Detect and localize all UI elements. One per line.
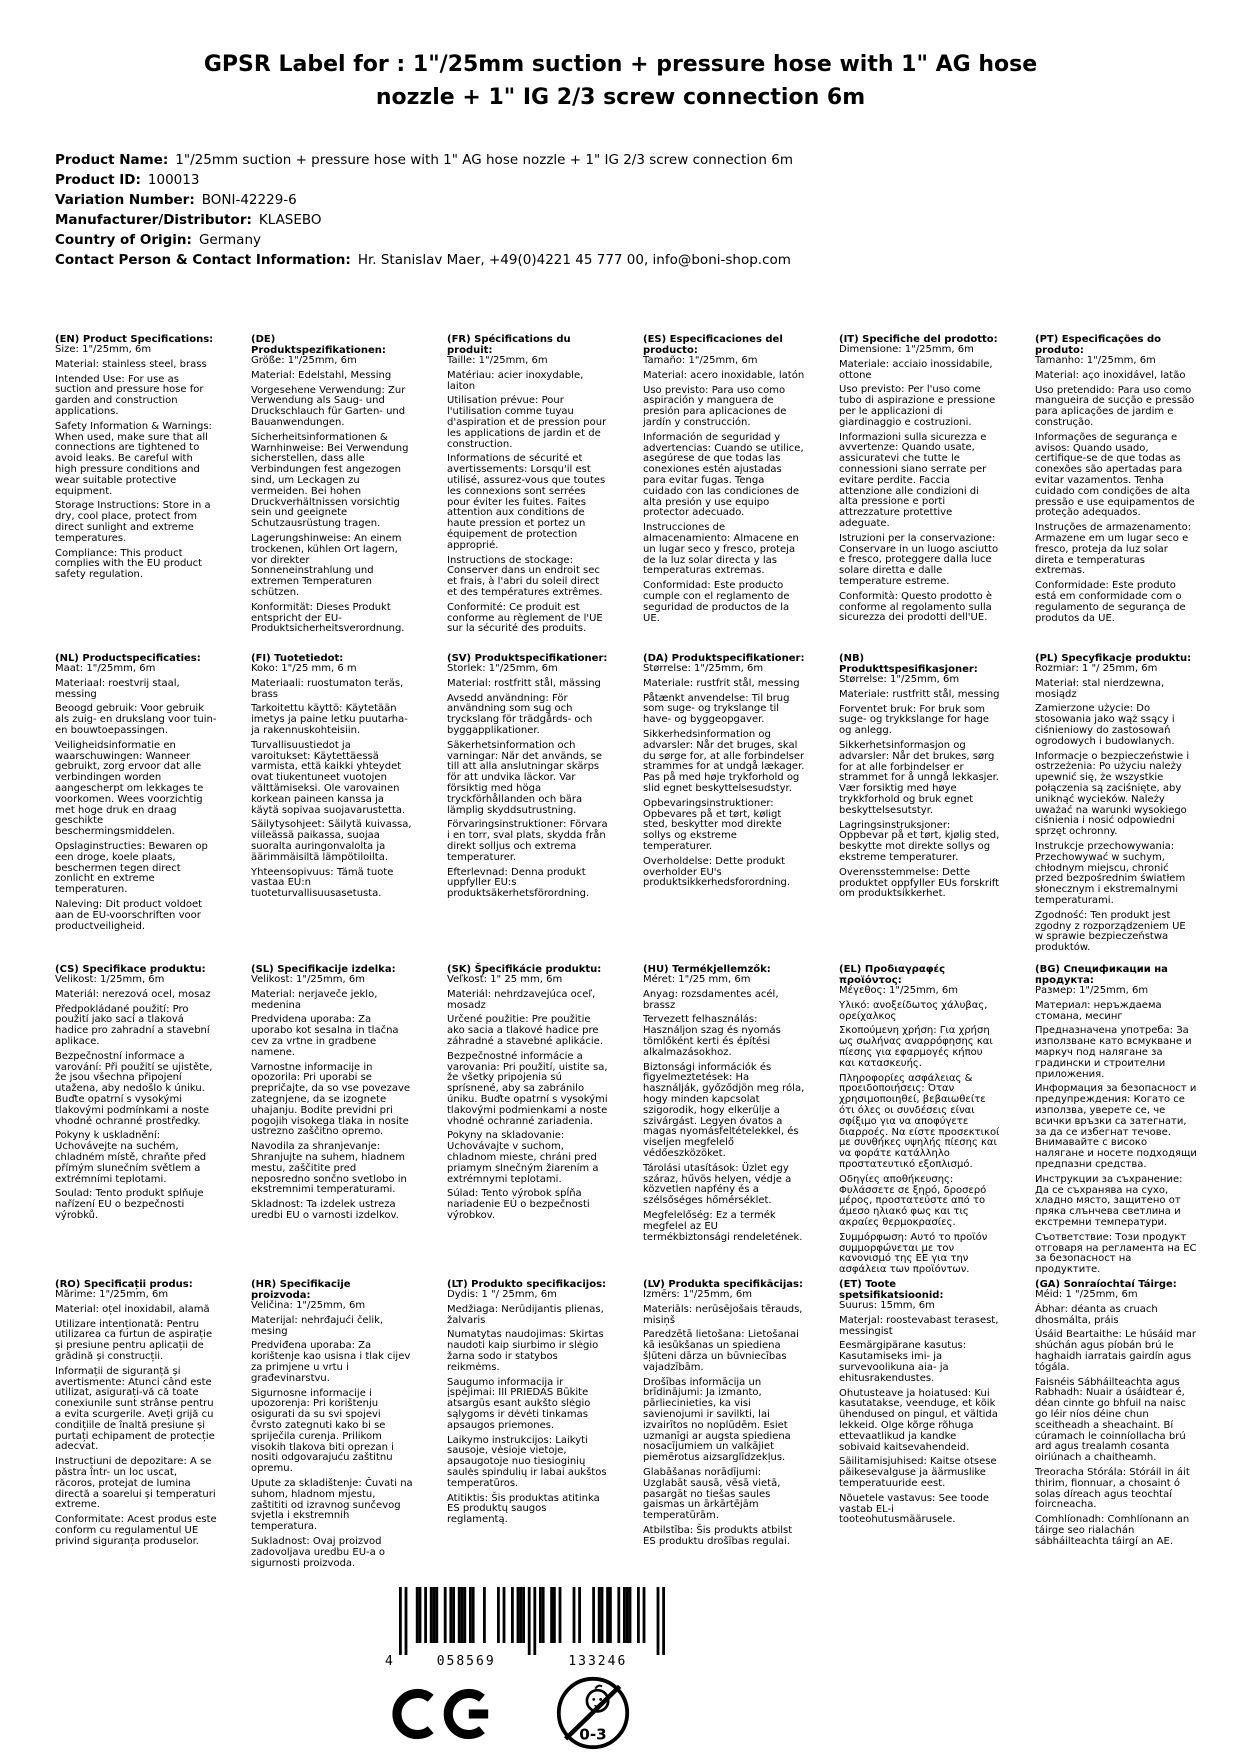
spec-paragraph: Instruções de armazenamento: Armazene em um lugar seco e fresco, proteja da luz solar direta e temperaturas extremas. — [1035, 522, 1192, 577]
language-block-title: (HU) Termékjellemzők: — [643, 964, 771, 975]
product-meta — [55, 150, 1241, 270]
meta-label: Country of Origin: — [55, 232, 192, 248]
language-block-paragraphs — [447, 356, 609, 635]
spec-paragraph: Informações de segurança e avisos: Quando usado, certifique-se de que todas as conexões são apertadas para evitar vazamentos. Tenha cuidado com condições de alta pressão e use equipamentos de proteção adequados. — [1035, 431, 1195, 519]
language-block-paragraphs — [1035, 664, 1197, 954]
spec-paragraph: Safety Information & Warnings: When used, make sure that all connections are tightened to avoid leaks. Be careful with high pressure conditions and wear suitable protective equipment. — [55, 420, 212, 497]
spec-paragraph: Größe: 1"/25mm, 6m — [251, 355, 357, 366]
spec-paragraph: Varnostne informacije in opozorila: Pri uporabi se prepričajte, da so vse povezave zategnjene, da se izognete uhajanju. Bodite previdni pri pogojih visokega tlaka in nosite ustrezno zaščitno opremo. — [251, 1061, 411, 1138]
spec-paragraph: Materijal: nehrđajući čelik, mesing — [251, 1314, 384, 1337]
spec-paragraph: Lagringsinstruksjoner: Oppbevar på et tørt, kjølig sted, beskytte mot direkte sollys og ekstreme temperaturer. — [839, 819, 1000, 863]
language-block — [251, 1279, 413, 1573]
language-block-paragraphs — [55, 345, 217, 581]
spec-paragraph: Størrelse: 1"/25mm, 6m — [839, 674, 960, 685]
spec-paragraph: Materiale: rustfritt stål, messing — [839, 688, 1000, 700]
spec-paragraph: Materiaali: ruostumaton teräs, brass — [251, 677, 404, 700]
spec-paragraph: Material: aço inoxidável, latão — [1035, 369, 1186, 381]
language-block — [1035, 964, 1197, 1279]
meta-value: Hr. Stanislav Maer, +49(0)4221 45 777 00, info@boni-shop.com — [357, 252, 791, 268]
spec-paragraph: Velikost: 1"/25mm, 6m — [251, 974, 366, 985]
spec-paragraph: Mărime: 1"/25mm, 6m — [55, 1289, 169, 1300]
spec-paragraph: Material: nerjaveče jeklo, medenina — [251, 988, 378, 1011]
meta-value: 1"/25mm suction + pressure hose with 1" AG hose nozzle + 1" IG 2/3 screw connection 6m — [175, 152, 793, 168]
spec-paragraph: Instrucciones de almacenamiento: Almacene en un lugar seco y fresco, proteja de la luz solar directa y las temperaturas extremas. — [643, 522, 799, 577]
language-block — [839, 334, 1001, 653]
spec-paragraph: Conformidad: Este producto cumple con el reglamento de seguridad de productos de la UE. — [643, 580, 790, 624]
spec-paragraph: Utilisation prévue: Pour l'utilisation comme tuyau d'aspiration et de pression pour les applications de jardin et de construction. — [447, 395, 607, 450]
language-block-paragraphs — [643, 356, 805, 624]
spec-paragraph: Οδηγίες αποθήκευσης: Φυλάσσετε σε ξηρό, δροσερό μέρος, προστατεύστε από το άμεσο ηλιακό φως και τις ακραίες θερμοκρασίες. — [839, 1173, 987, 1228]
meta-line — [55, 190, 1241, 210]
spec-paragraph: Sikkerhetsinformasjon og advarsler: Når det brukes, sørg for at alle forbindelser er strammet for å unngå lekkasjer. Vær forsiktig med høye trykkforhold og bruk egnet beskyttelsesutstyr. — [839, 739, 999, 816]
spec-paragraph: Material: rostfritt stål, mässing — [447, 677, 601, 689]
spec-paragraph: Bezpečnostné informácie a varovania: Pri použití, uistite sa, že všetky pripojenia sú sprísnené, aby sa zabránilo úniku. Buďte opatrní s vysokými tlakovými podmienkami a noste vhodné ochranné zariadenia. — [447, 1050, 608, 1127]
spec-paragraph: Πληροφορίες ασφάλειας & προειδοποιήσεις: Όταν χρησιμοποιηθεί, βεβαιωθείτε ότι όλες οι συνδέσεις είναι σφίξιμο για να αποφύγετε διαρροές. Να είστε προσεκτικοί με συνθήκες υψηλής πίεσης και να φοράτε κατάλληλο προστατευτικό εξοπλισμό. — [839, 1072, 1000, 1170]
language-block-paragraphs — [643, 664, 805, 889]
svg-text:133246: 133246 — [568, 1654, 628, 1668]
language-specs-grid — [55, 334, 1241, 1573]
spec-paragraph: Säilitamisjuhised: Kaitse otsese päikesevalguse ja äärmuslike temperatuuride eest. — [839, 1456, 997, 1489]
spec-paragraph: Zamierzone użycie: Do stosowania jako wąż ssący i ciśnieniowy do zastosowań ogrodowych i budowlanych. — [1035, 703, 1175, 747]
spec-paragraph: Uso previsto: Per l'uso come tubo di aspirazione e pressione per le applicazioni di giardinaggio e costruzioni. — [839, 384, 996, 428]
spec-paragraph: Atbilstība: Šis produkts atbilst ES produktu drošības regulai. — [643, 1524, 793, 1547]
spec-paragraph: Materiaal: roestvrij staal, messing — [55, 677, 180, 700]
spec-paragraph: Conformidade: Este produto está em conformidade com o regulamento de segurança de produtos da UE. — [1035, 580, 1186, 624]
language-block-paragraphs — [839, 345, 1001, 624]
spec-paragraph: Predviđena uporaba: Za korištenje kao usisna i tlak cijev za primjene u vrtu i građevinarstvu. — [251, 1340, 411, 1384]
spec-paragraph: Uso previsto: Para uso como aspiración y manguera de presión para aplicaciones de jardín y construcción. — [643, 384, 787, 428]
language-block-title: (SL) Specifikacije izdelka: — [251, 964, 396, 975]
meta-line — [55, 250, 1241, 270]
spec-paragraph: Numatytas naudojimas: Skirtas naudoti kaip siurbimo ir slėgio žarna sodo ir statybos reikmėms. — [447, 1329, 604, 1373]
spec-paragraph: Vorgesehene Verwendung: Zur Verwendung als Saug- und Druckschlauch für Garten- und Bauanwendungen. — [251, 384, 406, 428]
spec-paragraph: Konformität: Dieses Produkt entspricht der EU-Produktsicherheitsverordnung. — [251, 601, 405, 635]
language-block-title: (FI) Tuotetiedot: — [251, 653, 344, 664]
language-block-title: (EN) Product Specifications: — [55, 334, 214, 345]
language-block-paragraphs — [839, 1301, 1001, 1526]
language-block — [1035, 334, 1197, 653]
language-block-paragraphs — [55, 975, 217, 1222]
language-block-title: (HR) Specifikacije proizvoda: — [251, 1279, 351, 1301]
spec-paragraph: Storlek: 1"/25mm, 6m — [447, 663, 558, 674]
spec-paragraph: Istruzioni per la conservazione: Conservare in un luogo asciutto e fresco, proteggere dalla luce solare diretta e dalle temperature estreme. — [839, 532, 999, 587]
language-block-title: (DE) Produktspezifikationen: — [251, 334, 386, 356]
language-block-paragraphs — [251, 664, 413, 900]
spec-paragraph: Materiał: stal nierdzewna, mosiądz — [1035, 677, 1165, 700]
language-block-title: (LT) Produkto specifikacijos: — [447, 1279, 607, 1290]
meta-value: Germany — [198, 232, 261, 248]
spec-paragraph: Overholdelse: Dette produkt overholder EU's produktsikkerhedsforordning. — [643, 855, 791, 889]
spec-paragraph: Informazioni sulla sicurezza e avvertenze: Quando usate, assicuratevi che tutte le connessioni siano serrate per evitare perdite. Faccia attenzione alle condizioni di alta pressione e porti attrezzature protettive adeguate. — [839, 431, 987, 529]
spec-paragraph: Megfelelőség: Ez a termék megfelel az EU termékbiztonsági rendeletének. — [643, 1209, 803, 1243]
spec-paragraph: Materiāls: nerūsējošais tērauds, misiņš — [643, 1303, 803, 1326]
language-block — [55, 964, 217, 1279]
language-block-title: (SK) Špecifikácie produktu: — [447, 964, 602, 975]
language-block — [55, 334, 217, 653]
language-block-title: (LV) Produkta specifikācijas: — [643, 1279, 803, 1290]
spec-paragraph: Biztonsági információk és figyelmeztetések: Ha használják, győződjön meg róla, hogy minden kapcsolat szigorodik, hogy elkerülje a szivárgást. Legyen óvatos a magas nyomásfeltételekkel, és viseljen megfelelő védőeszközöket. — [643, 1061, 805, 1159]
spec-paragraph: Anyag: rozsdamentes acél, brassz — [643, 988, 779, 1011]
spec-paragraph: Pokyny na skladovanie: Uchovávajte v suchom, chladnom mieste, chráni pred priamym slnečným žiarením a extrémnymi teplotami. — [447, 1130, 599, 1185]
language-block-paragraphs — [839, 675, 1001, 900]
spec-paragraph: Förvaringsinstruktioner: Förvara i en torr, sval plats, skydda från direkt solljus och extrema temperaturer. — [447, 819, 608, 863]
spec-paragraph: Upute za skladištenje: Čuvati na suhom, hladnom mjestu, zaštititi od izravnog sunčevog svjetla i ekstremnih temperatura. — [251, 1477, 413, 1533]
language-block-title: (GA) Sonraíochtaí Táirge: — [1035, 1279, 1177, 1290]
svg-text:4: 4 — [385, 1654, 395, 1668]
spec-paragraph: Materiál: nehrdzavejúca oceľ, mosadz — [447, 988, 596, 1011]
language-block-title: (BG) Спецификации на продукта: — [1035, 964, 1168, 986]
spec-paragraph: Yhteensopivuus: Tämä tuote vastaa EU:n tuoteturvallisuusasetusta. — [251, 866, 394, 900]
spec-paragraph: Určené použitie: Pre použitie ako sacia a tlakové hadice pre záhradné a stavebné aplikácie. — [447, 1014, 604, 1047]
language-block-paragraphs — [251, 1301, 413, 1569]
spec-paragraph: Maat: 1"/25mm, 6m — [55, 663, 156, 674]
spec-paragraph: Informații de siguranță și avertismente: Atunci când este utilizat, asigurați-vă că toate conexiunile sunt strânse pentru a evita scurgerile. Aveți grijă cu condițiile de înaltă presiune și purtați echipament de protecție adecvat. — [55, 1365, 215, 1453]
spec-paragraph: Size: 1"/25mm, 6m — [55, 344, 152, 355]
spec-paragraph: Informacje o bezpieczeństwie i ostrzeżenia: Po użyciu należy upewnić się, że wszystkie połączenia są zaciśnięte, aby uniknąć wycieków. Należy uważać na warunki wysokiego ciśnienia i nosić odpowiedni sprzęt ochronny. — [1035, 750, 1190, 838]
spec-paragraph: Material: Edelstahl, Messing — [251, 369, 392, 381]
spec-paragraph: Méret: 1"/25 mm, 6m — [643, 974, 751, 985]
spec-paragraph: Säilytysohjeet: Säilytä kuivassa, viileässä paikassa, suojaa suoralta auringonvalolta ja äärimmäisiltä lämpötiloilta. — [251, 819, 412, 863]
spec-paragraph: Tárolási utasítások: Üzlet egy száraz, hűvös helyen, védje a közvetlen napfény és a szélsőséges hőmérséklet. — [643, 1162, 792, 1207]
language-block-title: (FR) Spécifications du produit: — [447, 334, 571, 356]
spec-paragraph: Tamanho: 1"/25mm, 6m — [1035, 355, 1156, 366]
spec-paragraph: Sicherheitsinformationen & Warnhinweise: Bei Verwendung sicherstellen, dass alle Verbindungen fest angezogen sind, um Leckagen zu vermeiden. Bei hohen Druckverhältnissen vorsichtig sein und geeignete Schutzausrüstung tragen. — [251, 431, 409, 530]
spec-paragraph: Инструкции за съхранение: Да се съхранява на сухо, хладно място, защитено от пряка слънчева светлина и екстремни температури. — [1035, 1173, 1183, 1228]
spec-paragraph: Säkerhetsinformation och varningar: När det används, se till att alla anslutningar skärps för att undvika läckor. Var försiktig med höga tryckförhållanden och bära lämplig skyddsutrustning. — [447, 739, 603, 816]
language-block — [251, 334, 413, 653]
spec-paragraph: Skladnost: Ta izdelek ustreza uredbi EU o varnosti izdelkov. — [251, 1199, 399, 1221]
spec-paragraph: Dimensione: 1"/25mm, 6m — [839, 344, 974, 355]
spec-paragraph: Predvidena uporaba: Za uporabo kot sesalna in tlačna cev za vrtne in gradbene namene. — [251, 1014, 399, 1058]
language-block — [1035, 1279, 1197, 1573]
language-block-paragraphs — [643, 1290, 805, 1548]
spec-paragraph: Paredzētā lietošana: Lietošanai kā iesūkšanas un spiediena šļūteni dārza un būvniecības vajadzībām. — [643, 1329, 799, 1373]
language-block — [839, 653, 1001, 964]
spec-paragraph: Koko: 1"/25 mm, 6 m — [251, 663, 357, 674]
footer — [383, 1587, 1241, 1751]
language-block — [55, 653, 217, 964]
language-block-paragraphs — [1035, 986, 1197, 1276]
language-block-paragraphs — [643, 975, 805, 1243]
spec-paragraph: Taille: 1"/25mm, 6m — [447, 355, 548, 366]
spec-paragraph: Bezpečnostní informace a varování: Při použití se ujistěte, že jsou všechna připojení utažena, aby nedošlo k úniku. Buďte opatrní s vysokými tlakovými podmínkami a noste vhodné ochranné prostředky. — [55, 1050, 213, 1127]
spec-paragraph: Veľkosť: 1" 25 mm, 6m — [447, 974, 563, 985]
language-block — [251, 653, 413, 964]
language-block-title: (SV) Produktspecifikationer: — [447, 653, 608, 664]
spec-paragraph: Material: stainless steel, brass — [55, 358, 207, 370]
meta-value: 100013 — [147, 172, 200, 188]
page-title: GPSR Label for : 1"/25mm suction + pressure hose with 1" AG hose nozzle + 1" IG 2/3 screw connection 6m — [203, 52, 1038, 110]
spec-paragraph: Instructions de stockage: Conserver dans un endroit sec et frais, à l'abri du soleil direct et des températures extrêmes. — [447, 554, 603, 598]
spec-paragraph: Lagerungshinweise: An einem trockenen, kühlen Ort lagern, vor direkter Sonneneinstrahlung und extremen Temperaturen schützen. — [251, 532, 402, 598]
spec-paragraph: Utilizare intenționată: Pentru utilizarea ca furtun de aspirație și presiune pentru aplicații de grădină și construcții. — [55, 1318, 213, 1362]
language-block-paragraphs — [1035, 1290, 1197, 1548]
spec-paragraph: Laikymo instrukcijos: Laikyti sausoje, vėsioje vietoje, apsaugotoje nuo tiesioginių saulės spindulių ir labai aukštos temperatūros. — [447, 1434, 607, 1489]
spec-paragraph: Σκοπούμενη χρήση: Για χρήση ως σωλήνας αναρρόφησης και πίεσης για εφαρμογές κήπου και κατασκευής. — [839, 1025, 993, 1069]
compliance-symbols — [389, 1675, 1241, 1751]
spec-paragraph: Размер: 1"/25mm, 6m — [1035, 985, 1149, 996]
spec-paragraph: Sukladnost: Ovaj proizvod zadovoljava uredbu EU-a o sigurnosti proizvoda. — [251, 1535, 386, 1569]
language-block-title: (EL) Προδιαγραφές προϊόντος: — [839, 964, 946, 986]
spec-paragraph: Soulad: Tento produkt splňuje nařízení EU o bezpečnosti výrobků. — [55, 1188, 204, 1221]
spec-paragraph: Tarkoitettu käyttö: Käytetään imetys ja paine letku puutarha- ja rakennuskohteisiin. — [251, 703, 408, 736]
spec-paragraph: Nõuetele vastavus: See toode vastab EL-i tooteohutusmäärusele. — [839, 1492, 990, 1526]
meta-label: Product Name: — [55, 152, 169, 168]
spec-paragraph: Compliance: This product complies with the EU product safety regulation. — [55, 547, 203, 581]
spec-paragraph: Turvallisuustiedot ja varoitukset: Käytettäessä varmista, että kaikki yhteydet ovat tiukentuneet vuotojen välttämiseksi. Ole varovainen korkean paineen kanssa ja käytä sopivaa suojavarustetta. — [251, 739, 406, 816]
spec-paragraph: Materiale: acciaio inossidabile, ottone — [839, 358, 993, 381]
language-block — [251, 964, 413, 1279]
spec-paragraph: Ohutusteave ja hoiatused: Kui kasutatakse, veenduge, et kõik ühendused on pingul, et vältida lekkeid. Olge kõrge rõhuga ettevaatlikud ja kandke sobivaid kaitsevahendeid. — [839, 1387, 998, 1453]
spec-paragraph: Efterlevnad: Denna produkt uppfyller EU:s produktsäkerhetsförordning. — [447, 866, 590, 900]
spec-paragraph: Material: oțel inoxidabil, alamă — [55, 1303, 210, 1315]
language-block — [643, 1279, 805, 1573]
spec-paragraph: Υλικό: ανοξείδωτος χάλυβας, ορείχαλκος — [839, 999, 988, 1022]
spec-paragraph: Conformità: Questo prodotto è conforme al regolamento sulla sicurezza dei prodotti dell'UE. — [839, 590, 993, 624]
language-block — [447, 1279, 609, 1573]
spec-paragraph: Opbevaringsinstruktioner: Opbevares på et tørt, køligt sted, beskytter mod direkte sollys og ekstreme temperaturer. — [643, 797, 782, 852]
spec-paragraph: Информация за безопасност и предупреждения: Когато се използва, уверете се, че всички връзки са затегнати, за да се избегнат течове. Внимавайте с високо налягане и носете подходящи предпазни средства. — [1035, 1083, 1197, 1170]
svg-text:058569: 058569 — [436, 1654, 496, 1668]
meta-label: Manufacturer/Distributor: — [55, 212, 252, 228]
spec-paragraph: Comhlíonadh: Comhlíonann an táirge seo rialachán sábháilteachta táirgí an AE. — [1035, 1514, 1190, 1547]
spec-paragraph: Izmērs: 1"/25mm, 6m — [643, 1289, 752, 1300]
spec-paragraph: Overensstemmelse: Dette produktet oppfyller EUs forskrift om produktsikkerhet. — [839, 866, 1000, 900]
language-block-paragraphs — [1035, 356, 1197, 624]
meta-line — [55, 170, 1241, 190]
spec-paragraph: Instrucțiuni de depozitare: A se păstra într- un loc uscat, răcoros, protejat de lumina directă a soarelui și temperaturi extreme. — [55, 1456, 216, 1511]
spec-paragraph: Storage Instructions: Store in a dry, cool place, protect from direct sunlight and extreme temperatures. — [55, 500, 211, 544]
spec-paragraph: Rozmiar: 1 "/ 25mm, 6m — [1035, 663, 1158, 674]
spec-paragraph: Ábhar: déanta as cruach dhosmálta, práis — [1035, 1303, 1158, 1326]
spec-paragraph: Instrukcje przechowywania: Przechowywać w suchym, chłodnym miejscu, chronić przed bezpośrednim światłem słonecznym i ekstremalnymi temperaturami. — [1035, 840, 1186, 906]
language-block — [1035, 653, 1197, 964]
spec-paragraph: Informations de sécurité et avertissements: Lorsqu'il est utilisé, assurez-vous que toutes les connexions sont serrées pour éviter les fuites. Faites attention aux conditions de haute pression et portez un équipement de protection approprié. — [447, 453, 606, 551]
meta-label: Product ID: — [55, 172, 141, 188]
spec-paragraph: Предназначена употреба: За използване като всмукване и маркуч под налягане за градински и строителни приложения. — [1035, 1025, 1192, 1080]
spec-paragraph: Påtænkt anvendelse: Til brug som suge- og trykslange til have- og byggeopgaver. — [643, 692, 790, 726]
meta-line — [55, 150, 1241, 170]
spec-paragraph: Matériau: acier inoxydable, laiton — [447, 369, 584, 392]
language-block — [643, 653, 805, 964]
spec-paragraph: Atitiktis: Šis produktas atitinka ES produktų saugos reglamentą. — [447, 1492, 600, 1526]
spec-paragraph: Eesmärgipärane kasutus: Kasutamiseks imi- ja survevoolikuna aia- ja ehitusrakendustes. — [839, 1340, 967, 1384]
ean-barcode-icon — [383, 1587, 671, 1667]
spec-paragraph: Naleving: Dit product voldoet aan de EU-voorschriften voor productveiligheid. — [55, 898, 203, 932]
spec-paragraph: Úsáid Beartaithe: Le húsáid mar shúchán agus píobán brú le haghaidh iarratais gairdín agus tógála. — [1035, 1329, 1197, 1373]
language-block-title: (RO) Specificații produs: — [55, 1279, 193, 1290]
spec-paragraph: Saugumo informacija ir įspėjimai: III PRIEDAS Būkite atsargūs esant aukšto slėgio sąlygoms ir dėvėti tinkamas apsaugos priemones. — [447, 1376, 591, 1431]
language-block-paragraphs — [447, 975, 609, 1222]
spec-paragraph: Sikkerhedsinformation og advarsler: Når det bruges, skal du sørge for, at alle forbindelser strammes for at undgå lækager. Pas på med høje trykforhold og slid egnet beskyttelsesudstyr. — [643, 728, 805, 794]
spec-paragraph: Medžiaga: Nerūdijantis plienas, žalvaris — [447, 1303, 604, 1326]
ean-barcode — [383, 1587, 1241, 1671]
language-block-title: (ET) Toote spetsifikatsioonid: — [839, 1279, 944, 1301]
spec-paragraph: Материал: неръждаема стомана, месинг — [1035, 999, 1162, 1022]
spec-paragraph: Μέγεθος: 1"/25mm, 6m — [839, 985, 959, 996]
meta-line — [55, 230, 1241, 250]
spec-paragraph: Glabāšanas norādījumi: Uzglabāt sausā, vēsā vietā, pasargāt no tiešas saules gaismas un ārkārtējām temperatūrām. — [643, 1466, 781, 1522]
language-block-paragraphs — [447, 1290, 609, 1526]
spec-paragraph: Conformité: Ce produit est conforme au règlement de l'UE sur la sécurité des produits. — [447, 601, 603, 635]
spec-paragraph: Veličina: 1"/25mm, 6m — [251, 1300, 366, 1311]
spec-paragraph: Materjal: roostevabast terasest, messingist — [839, 1314, 999, 1337]
language-block — [839, 1279, 1001, 1573]
spec-paragraph: Drošības informācija un brīdinājumi: Ja izmanto, pārliecinieties, ka visi savienojumi ir savilkti, lai izvairītos no noplūdēm. Esiet uzmanīgi ar augsta spiediena nosacījumiem un valkājiet piemērotus aizsarglīdzekļus. — [643, 1376, 791, 1464]
spec-paragraph: Tervezett felhasználás: Használjon szag és nyomás tömlőként kerti és építési alkalmazásokhoz. — [643, 1014, 781, 1058]
spec-paragraph: Materiale: rustfrit stål, messing — [643, 677, 800, 689]
spec-paragraph: Materiál: nerezová ocel, mosaz — [55, 988, 211, 1000]
meta-label: Contact Person & Contact Information: — [55, 252, 351, 268]
language-block-paragraphs — [839, 986, 1001, 1276]
ce-mark-icon — [389, 1685, 503, 1743]
age-warning-icon — [555, 1675, 631, 1751]
spec-paragraph: Navodila za shranjevanje: Shranjujte na suhem, hladnem mestu, zaščitite pred neposredno sončno svetlobo in ekstremnimi temperaturami. — [251, 1141, 407, 1196]
spec-paragraph: Sigurnosne informacije i upozorenja: Pri korištenju osigurati da su svi spojevi čvrsto zategnuti kako bi se spriječila curenja. Prilikom visokih tlakova biti oprezan i nositi odgovarajuću zaštitnu opremu. — [251, 1387, 394, 1475]
language-block-title: (NL) Productspecificaties: — [55, 653, 201, 664]
spec-paragraph: Pokyny k uskladnění: Uchovávejte na suchém, chladném místě, chraňte před přímým slunečním světlem a extrémními teplotami. — [55, 1130, 207, 1185]
spec-paragraph: Treoracha Stórála: Stóráil in áit thirim, fionnuar, a chosaint ó solas díreach agus teochtaí foircneacha. — [1035, 1466, 1190, 1511]
language-block-title: (PT) Especificações do produto: — [1035, 334, 1161, 356]
language-block-paragraphs — [55, 1290, 217, 1548]
language-block-title: (DA) Produktspecifikationer: — [643, 653, 805, 664]
language-block — [643, 964, 805, 1279]
spec-paragraph: Veiligheidsinformatie en waarschuwingen: Wanneer gebruikt, zorg ervoor dat alle verbindingen worden aangescherpt om lekkages te voorkomen. Wees voorzichtig met hoge druk en draag geschikte beschermingsmiddelen. — [55, 739, 204, 838]
spec-paragraph: Tamaño: 1"/25mm, 6m — [643, 355, 758, 366]
spec-paragraph: Faisnéis Sábháilteachta agus Rabhadh: Nuair a úsáidtear é, déan cinnte go bhfuil na naisc go léir níos déine chun sceitheadh a sheachaint. Bí cúramach le coinníollacha brú ard agus trealamh cosanta oiriúnach a chaitheamh. — [1035, 1376, 1186, 1464]
language-block — [839, 964, 1001, 1279]
spec-paragraph: Dydis: 1 "/ 25mm, 6m — [447, 1289, 557, 1300]
spec-paragraph: Velikost: 1/25mm, 6m — [55, 974, 165, 985]
spec-paragraph: Opslaginstructies: Bewaren op een droge, koele plaats, beschermen tegen direct zonlicht en extreme temperaturen. — [55, 840, 208, 896]
spec-paragraph: Méid: 1 "/25mm, 6m — [1035, 1289, 1138, 1300]
spec-paragraph: Conformitate: Acest produs este conform cu regulamentul UE privind siguranța produselor. — [55, 1514, 217, 1547]
age-warning-label: 0-3 — [579, 1725, 607, 1744]
spec-paragraph: Størrelse: 1"/25mm, 6m — [643, 663, 764, 674]
language-block — [643, 334, 805, 653]
spec-paragraph: Material: acero inoxidable, latón — [643, 369, 805, 381]
spec-paragraph: Avsedd användning: För användning som sug och tryckslang för trädgårds- och byggapplikationer. — [447, 692, 593, 736]
spec-paragraph: Información de seguridad y advertencias: Cuando se utilice, asegúrese de que todas las conexiones estén ajustadas para evitar fugas. Tenga cuidado con las condiciones de alta presión y use equipo protector adecuado. — [643, 431, 804, 519]
spec-paragraph: Intended Use: For use as suction and pressure hose for garden and construction applications. — [55, 373, 204, 417]
language-block-paragraphs — [251, 356, 413, 635]
spec-paragraph: Súlad: Tento výrobok spĺňa nariadenie EÚ o bezpečnosti výrobkov. — [447, 1188, 590, 1221]
language-block-paragraphs — [251, 975, 413, 1222]
language-block-title: (ES) Especificaciones del producto: — [643, 334, 783, 356]
spec-paragraph: Zgodność: Ten produkt jest zgodny z rozporządzeniem UE w sprawie bezpieczeństwa produktów. — [1035, 909, 1186, 954]
spec-paragraph: Beoogd gebruik: Voor gebruik als zuig- en drukslang voor tuin- en bouwtoepassingen. — [55, 703, 217, 736]
language-block-title: (NB) Produkttspesifikasjoner: — [839, 653, 978, 675]
language-block — [447, 653, 609, 964]
spec-paragraph: Συμμόρφωση: Αυτό το προϊόν συμμορφώνεται με τον κανονισμό της ΕΕ για την ασφάλεια των προϊόντων. — [839, 1231, 988, 1276]
language-block — [55, 1279, 217, 1573]
language-block — [447, 964, 609, 1279]
meta-label: Variation Number: — [55, 192, 195, 208]
language-block-title: (CS) Specifikace produktu: — [55, 964, 206, 975]
language-block-paragraphs — [55, 664, 217, 932]
meta-value: BONI-42229-6 — [201, 192, 297, 208]
language-block-title: (IT) Specifiche del prodotto: — [839, 334, 998, 345]
spec-paragraph: Forventet bruk: For bruk som suge- og trykkslange for hage og anlegg. — [839, 703, 990, 737]
spec-paragraph: Съответствие: Този продукт отговаря на регламента на ЕС за безопасност на продуктите. — [1035, 1231, 1197, 1276]
spec-paragraph: Předpokládané použití: Pro použití jako sací a tlaková hadice pro zahradní a stavební aplikace. — [55, 1003, 210, 1047]
spec-paragraph: Suurus: 15mm, 6m — [839, 1300, 935, 1311]
language-block-paragraphs — [447, 664, 609, 900]
language-block — [447, 334, 609, 653]
meta-value: KLASEBO — [258, 212, 322, 228]
meta-line — [55, 210, 1241, 230]
spec-paragraph: Uso pretendido: Para uso como mangueira de sucção e pressão para aplicações de jardim e construção. — [1035, 384, 1195, 428]
language-block-title: (PL) Specyfikacje produktu: — [1035, 653, 1192, 664]
